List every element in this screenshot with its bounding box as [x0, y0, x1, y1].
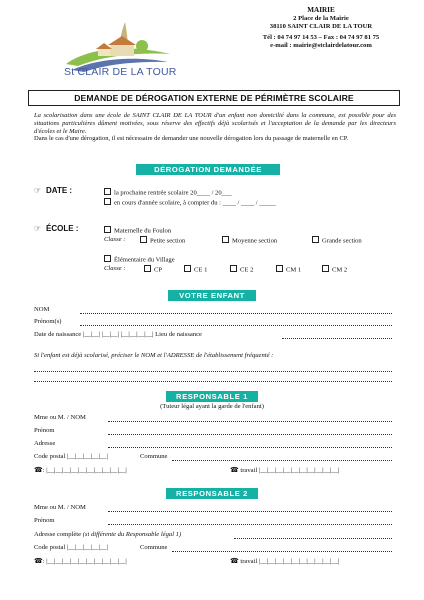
checkbox-icon[interactable] [222, 236, 229, 243]
r1-prenom-field[interactable] [108, 428, 392, 435]
mairie-address [236, 6, 406, 51]
r2-tel[interactable]: ☎: |__|__|__|__|__|__|__|__|__|__| [34, 557, 127, 565]
address-email: e-mail : mairie@stclairdelatour.com [270, 42, 372, 50]
etablissement-note: Si l'enfant est déjà scolarisé, préciser le NOM et l'ADRESSE de l'établissement fréquenté : [34, 352, 274, 359]
checkbox-icon[interactable] [140, 236, 147, 243]
address-phone: Tél : 04 74 97 14 53 – Fax : 04 74 97 81 75 [262, 33, 380, 41]
class-option[interactable]: CE 2 [230, 265, 253, 274]
r2-prenom-field[interactable] [108, 518, 392, 525]
checkbox-icon[interactable] [184, 265, 191, 272]
telephone-icon: ☎ [34, 466, 43, 474]
ecole-option-maternelle[interactable]: Maternelle du Foulon [104, 226, 171, 235]
ecole-label: ÉCOLE : [46, 224, 79, 233]
r2-cp-label: Code postal |__|__|__|__|__| [34, 544, 108, 551]
enfant-nom-field[interactable] [80, 307, 392, 314]
r2-tel-travail[interactable]: ☎ travail |__|__|__|__|__|__|__|__|__|__| [230, 557, 340, 565]
class-option[interactable]: CE 1 [184, 265, 207, 274]
class-option[interactable]: CM 1 [276, 265, 301, 274]
etablissement-field[interactable] [34, 375, 392, 382]
ecole-option-elementaire[interactable]: Élémentaire du Village [104, 255, 175, 264]
date-label: DATE : [46, 186, 73, 195]
r1-adresse-label: Adresse [34, 440, 56, 447]
date-option-en-cours[interactable]: en cours d'année scolaire, à compter du : ____ / ____ / _____ [104, 198, 276, 207]
section-heading-responsable-1: RESPONSABLE 1 [166, 391, 258, 402]
form-title: DEMANDE DE DÉROGATION EXTERNE DE PÉRIMÈTRE SCOLAIRE [28, 90, 400, 106]
r1-cp-label: Code postal |__|__|__|__|__| [34, 453, 108, 460]
classe-label: Classe : [104, 236, 126, 243]
r2-commune-label: Commune [140, 544, 168, 551]
r1-commune-label: Commune [140, 453, 168, 460]
telephone-icon: ☎ [230, 557, 239, 565]
section-heading-derogation: DÉROGATION DEMANDÉE [136, 164, 280, 175]
checkbox-icon[interactable] [230, 265, 237, 272]
enfant-prenom-label: Prénom(s) [34, 318, 62, 325]
intro-paragraph: La scolarisation dans une école de SAINT CLAIR DE LA TOUR d'un enfant non domicilié dans la commune, est possible pour des situations particulières dûment motivées, sous réserve des effectifs déjà scolarisés et l'acceptation de la demande par les directeurs d'écoles et le Maire. [34, 112, 396, 135]
address-line: 2 Place de la Mairie [293, 14, 349, 22]
responsable-1-subtitle: (Tuteur légal ayant la garde de l'enfant) [160, 403, 264, 410]
class-option[interactable]: CP [144, 265, 162, 274]
checkbox-icon[interactable] [104, 188, 111, 195]
lieu-naissance-field[interactable] [282, 332, 392, 339]
r1-nom-field[interactable] [108, 415, 392, 422]
r1-nom-label: Mme ou M. / NOM [34, 414, 86, 421]
class-option[interactable]: Moyenne section [222, 236, 277, 245]
checkbox-icon[interactable] [144, 265, 151, 272]
hand-pointer-icon: ☞ [34, 224, 42, 233]
class-option[interactable]: Grande section [312, 236, 362, 245]
checkbox-icon[interactable] [322, 265, 329, 272]
r2-adresse-label: Adresse complète (si différente du Responsable légal 1) [34, 531, 182, 538]
logo-text: St CLAIR DE LA TOUR [64, 66, 177, 78]
enfant-prenom-field[interactable] [80, 319, 392, 326]
r1-adresse-field[interactable] [108, 441, 392, 448]
etablissement-field[interactable] [34, 365, 392, 372]
intro-paragraph: Dans le cas d'une dérogation, il est nécessaire de demander une nouvelle dérogation lors du passage de maternelle en CP. [34, 135, 349, 143]
r2-commune-field[interactable] [172, 545, 392, 552]
intro-text [34, 112, 396, 143]
class-option[interactable]: CM 2 [322, 265, 347, 274]
checkbox-icon[interactable] [104, 198, 111, 205]
r1-tel[interactable]: ☎: |__|__|__|__|__|__|__|__|__|__| [34, 466, 127, 474]
section-heading-responsable-2: RESPONSABLE 2 [166, 488, 258, 499]
classe-label: Classe : [104, 265, 126, 272]
class-option[interactable]: Petite section [140, 236, 185, 245]
r1-commune-field[interactable] [172, 454, 392, 461]
address-line: MAIRIE [307, 6, 335, 14]
checkbox-icon[interactable] [312, 236, 319, 243]
hand-pointer-icon: ☞ [34, 186, 42, 195]
r2-nom-field[interactable] [108, 505, 392, 512]
address-line: 38110 SAINT CLAIR DE LA TOUR [269, 23, 373, 31]
telephone-icon: ☎ [230, 466, 239, 474]
r1-tel-travail[interactable]: ☎ travail |__|__|__|__|__|__|__|__|__|__| [230, 466, 340, 474]
telephone-icon: ☎ [34, 557, 43, 565]
r2-adresse-field[interactable] [234, 532, 392, 539]
r2-prenom-label: Prénom [34, 517, 55, 524]
checkbox-icon[interactable] [104, 226, 111, 233]
checkbox-icon[interactable] [104, 255, 111, 262]
section-heading-enfant: VOTRE ENFANT [168, 290, 256, 301]
date-option-rentree[interactable]: la prochaine rentrée scolaire 20____ / 20___ [104, 188, 232, 197]
r1-prenom-label: Prénom [34, 427, 55, 434]
enfant-nom-label: NOM [34, 306, 50, 313]
checkbox-icon[interactable] [276, 265, 283, 272]
enfant-naissance-label: Date de naissance |__|__| |__|__| |__|__|__|__| Lieu de naissance [34, 331, 202, 338]
r2-nom-label: Mme ou M. / NOM [34, 504, 86, 511]
